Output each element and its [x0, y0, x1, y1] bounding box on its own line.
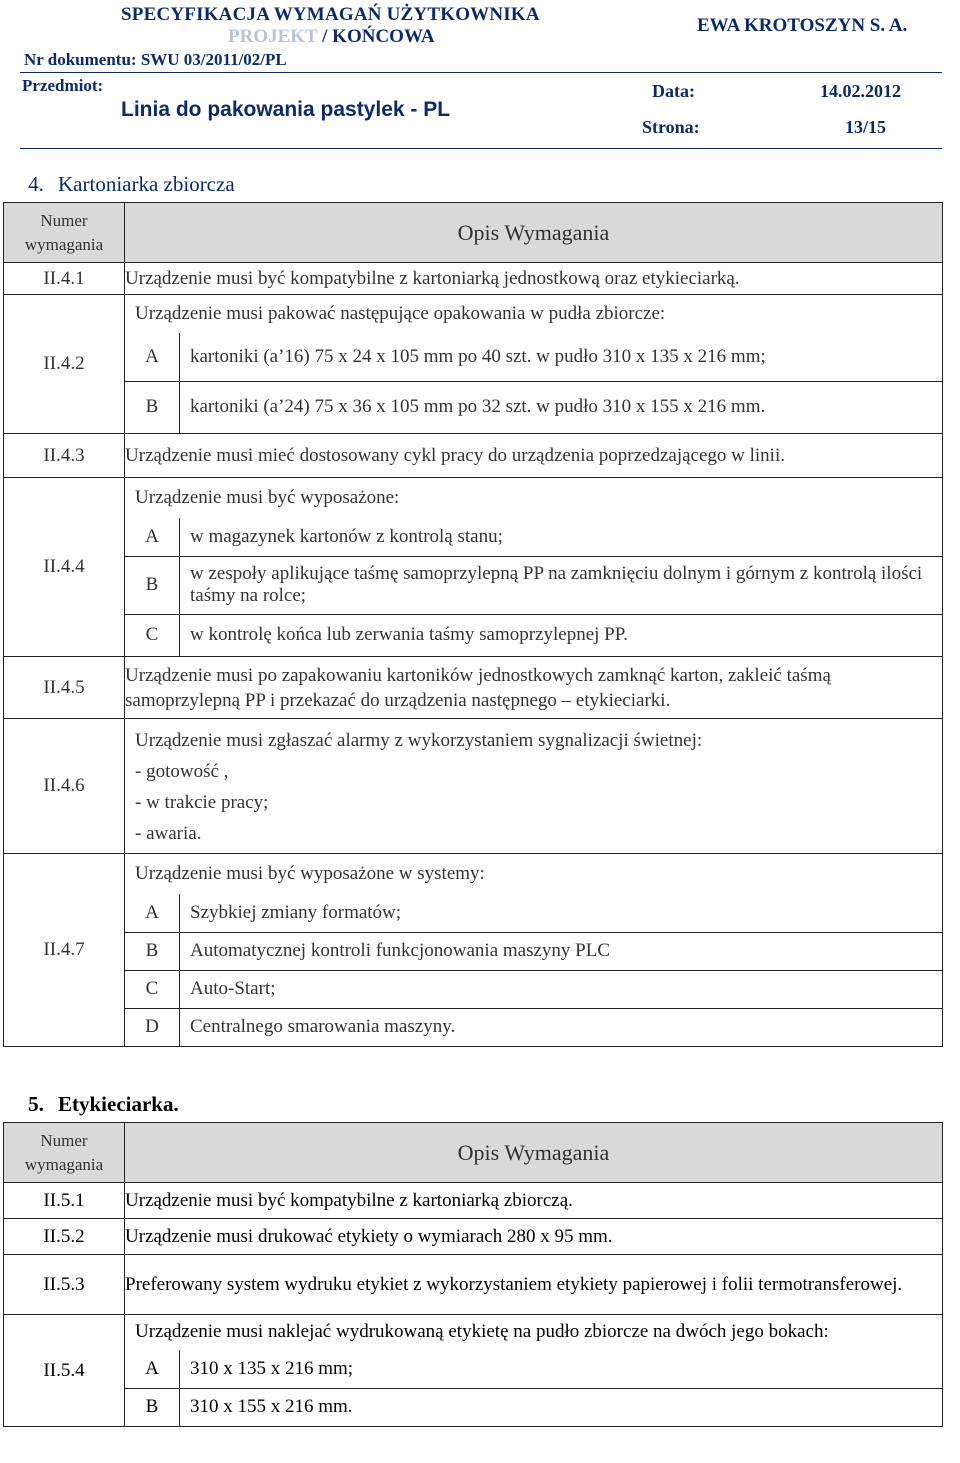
option-text: w magazynek kartonów z kontrolą stanu;	[180, 518, 943, 556]
requirement-id: II.4.4	[4, 478, 125, 657]
option-row	[125, 932, 942, 970]
option-text: kartoniki (a’24) 75 x 36 x 105 mm po 32 szt. w pudło 310 x 155 x 216 mm.	[180, 381, 943, 433]
option-text: w zespoły aplikujące taśmę samoprzylepną PP na zamknięciu dolnym i górnym z kontrolą ilości taśmy na rolce;	[180, 556, 943, 614]
options-list	[125, 894, 942, 1046]
option-row	[125, 1350, 942, 1388]
table-header-row	[4, 1123, 943, 1183]
requirement-text: Urządzenie musi być kompatybilne z kartoniarką jednostkową oraz etykieciarką.	[125, 263, 943, 295]
table-row	[4, 854, 943, 1047]
section-title: Etykieciarka.	[58, 1092, 179, 1116]
requirement-intro: Urządzenie musi zgłaszać alarmy z wykorzystaniem sygnalizacji świetnej:	[135, 730, 703, 751]
table-row	[4, 1315, 943, 1427]
requirement-id: II.4.2	[4, 295, 125, 434]
table-row	[4, 719, 943, 854]
option-text: Centralnego smarowania maszyny.	[180, 1008, 943, 1046]
option-letter: B	[125, 1388, 180, 1426]
page-value: 13/15	[845, 117, 887, 137]
requirement-id: II.5.2	[4, 1219, 125, 1255]
header-divider	[20, 72, 942, 73]
options-list	[125, 333, 942, 433]
option-letter: A	[125, 333, 180, 381]
section-number: 5.	[28, 1092, 44, 1116]
spec-title: SPECYFIKACJA WYMAGAŃ UŻYTKOWNIKA	[121, 4, 540, 25]
requirement-intro: Urządzenie musi naklejać wydrukowaną etykietę na pudło zbiorcze na dwóch jego bokach:	[135, 1321, 829, 1342]
option-text: 310 x 135 x 216 mm;	[180, 1350, 943, 1388]
date-value: 14.02.2012	[820, 81, 901, 101]
requirement-id: II.4.5	[4, 657, 125, 719]
requirement-text: Urządzenie musi drukować etykiety o wymiarach 280 x 95 mm.	[125, 1219, 943, 1255]
option-letter: A	[125, 518, 180, 556]
requirement-cell	[125, 478, 943, 657]
table-row	[4, 295, 943, 434]
options-list	[125, 518, 942, 656]
requirement-text: Preferowany system wydruku etykiet z wykorzystaniem etykiety papierowej i folii termotransferowej.	[125, 1255, 943, 1315]
table-row	[4, 1183, 943, 1219]
company-name: EWA KROTOSZYN S. A.	[697, 15, 908, 36]
requirements-table-4	[3, 202, 943, 1047]
option-text: kartoniki (a’16) 75 x 24 x 105 mm po 40 szt. w pudło 310 x 135 x 216 mm;	[180, 333, 943, 381]
option-row	[125, 556, 942, 614]
page-label: Strona:	[642, 117, 700, 137]
table-row	[4, 434, 943, 478]
table-row	[4, 1255, 943, 1315]
option-text: Automatycznej kontroli funkcjonowania maszyny PLC	[180, 932, 943, 970]
section-title: Kartoniarka zbiorcza	[58, 172, 235, 196]
requirement-intro: Urządzenie musi być wyposażone:	[135, 487, 400, 508]
status-projekt: PROJEKT	[228, 26, 318, 47]
option-text: 310 x 155 x 216 mm.	[180, 1388, 943, 1426]
requirement-cell	[125, 1315, 943, 1427]
status-koncowa: KOŃCOWA	[332, 26, 435, 47]
requirements-table-5	[3, 1122, 943, 1427]
section-4-heading	[14, 172, 235, 197]
requirement-text: Urządzenie musi mieć dostosowany cykl pracy do urządzenia poprzedzającego w linii.	[125, 434, 943, 478]
option-letter: B	[125, 381, 180, 433]
document-status	[228, 26, 435, 48]
option-text: Auto-Start;	[180, 970, 943, 1008]
alarm-item: - awaria.	[135, 823, 202, 844]
option-row	[125, 614, 942, 656]
option-row	[125, 333, 942, 381]
options-list	[125, 1350, 942, 1426]
col-header-description: Opis Wymagania	[125, 1123, 943, 1183]
table-header-row	[4, 203, 943, 263]
option-row	[125, 518, 942, 556]
header-bottom-divider	[20, 148, 942, 149]
table-row	[4, 478, 943, 657]
option-letter: B	[125, 556, 180, 614]
document-number: Nr dokumentu: SWU 03/2011/02/PL	[24, 50, 287, 69]
col-header-number: Numer wymagania	[4, 1123, 125, 1183]
subject-label: Przedmiot:	[22, 76, 104, 95]
status-separator: /	[317, 26, 333, 47]
option-text: w kontrolę końca lub zerwania taśmy samoprzylepnej PP.	[180, 614, 943, 656]
option-row	[125, 970, 942, 1008]
option-text: Szybkiej zmiany formatów;	[180, 894, 943, 932]
option-row	[125, 381, 942, 433]
subject-value: Linia do pakowania pastylek - PL	[121, 98, 451, 121]
requirement-intro: Urządzenie musi pakować następujące opakowania w pudła zbiorcze:	[135, 303, 666, 324]
option-letter: C	[125, 614, 180, 656]
requirement-id: II.5.3	[4, 1255, 125, 1315]
option-letter: D	[125, 1008, 180, 1046]
requirement-id: II.4.7	[4, 854, 125, 1047]
requirement-intro: Urządzenie musi być wyposażone w systemy:	[135, 863, 485, 884]
table-row	[4, 1219, 943, 1255]
option-letter: A	[125, 1350, 180, 1388]
option-letter: A	[125, 894, 180, 932]
document-header	[0, 0, 960, 150]
table-row	[4, 657, 943, 719]
requirement-id: II.4.6	[4, 719, 125, 854]
requirement-id: II.4.1	[4, 263, 125, 295]
requirement-id: II.5.1	[4, 1183, 125, 1219]
requirement-text: Urządzenie musi po zapakowaniu kartoników jednostkowych zamknąć karton, zakleić taśmą samoprzylepną PP i przekazać do urządzenia następnego – etykieciarki.	[125, 657, 943, 719]
option-letter: C	[125, 970, 180, 1008]
requirement-id: II.5.4	[4, 1315, 125, 1427]
requirement-cell	[125, 295, 943, 434]
option-row	[125, 1008, 942, 1046]
option-row	[125, 1388, 942, 1426]
date-label: Data:	[652, 81, 695, 101]
alarm-item: - w trakcie pracy;	[135, 792, 269, 813]
option-row	[125, 894, 942, 932]
section-5-heading	[14, 1092, 179, 1117]
section-number: 4.	[28, 172, 44, 196]
alarm-item: - gotowość ,	[135, 761, 229, 782]
col-header-number: Numer wymagania	[4, 203, 125, 263]
requirement-id: II.4.3	[4, 434, 125, 478]
requirement-cell	[125, 854, 943, 1047]
requirement-cell	[125, 719, 943, 854]
col-header-description: Opis Wymagania	[125, 203, 943, 263]
table-row	[4, 263, 943, 295]
option-letter: B	[125, 932, 180, 970]
requirement-text: Urządzenie musi być kompatybilne z kartoniarką zbiorczą.	[125, 1183, 943, 1219]
